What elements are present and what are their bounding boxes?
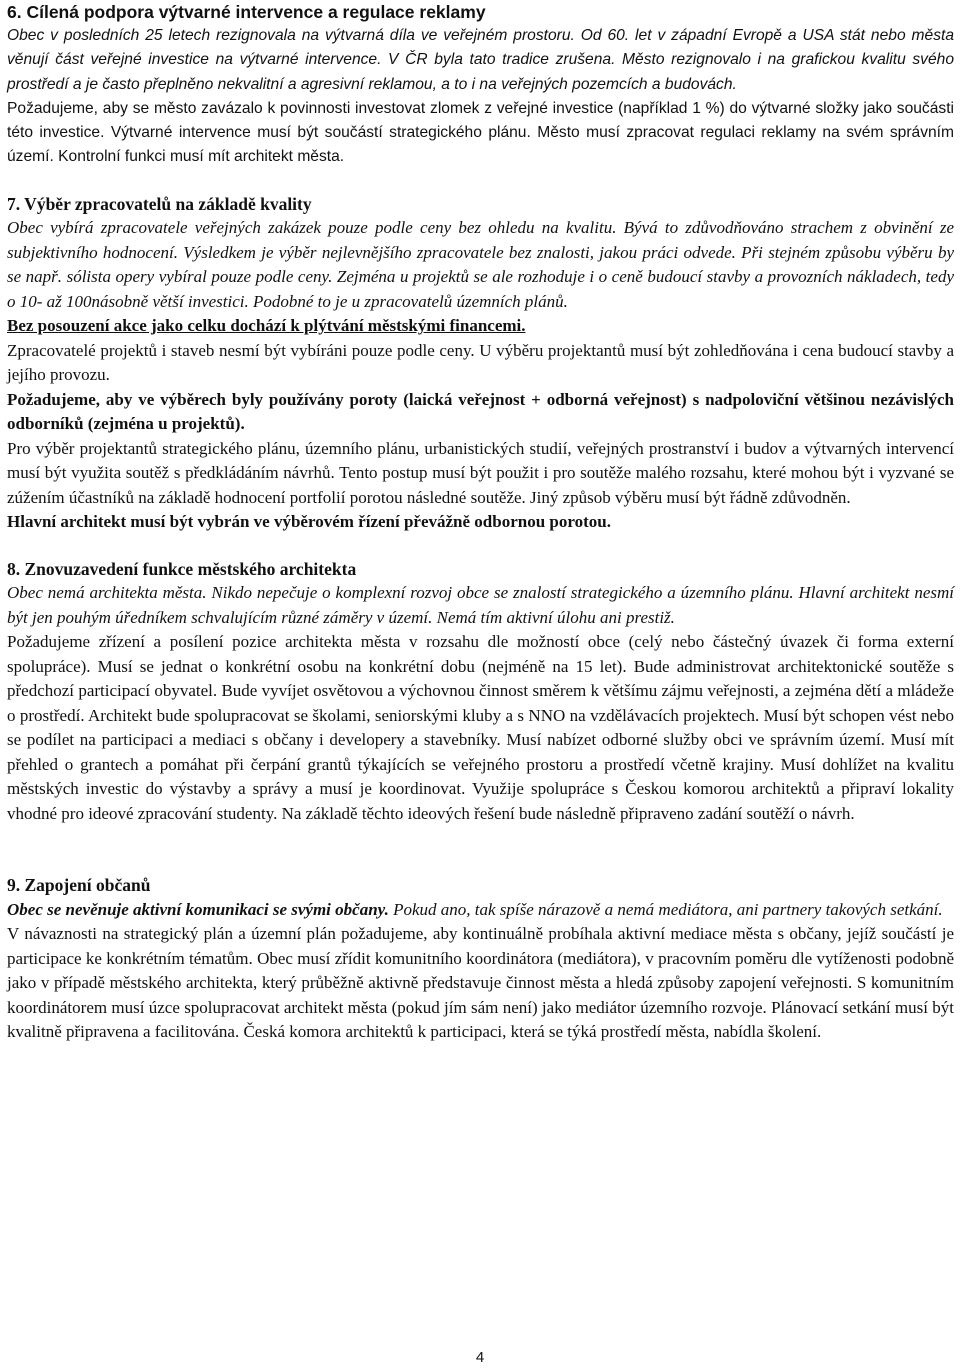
section-8-problem-paragraph: Obec nemá architekta města. Nikdo nepečuje o komplexní rozvoj obce se znalostí strategického a územního plánu. Hlavní architekt nesmí být jen pouhým úředníkem schvalujícím různé záměry v území. Nemá tím aktivní úlohu ani prestiž. <box>7 583 954 627</box>
section-9-heading: 9. Zapojení občanů <box>7 875 151 896</box>
section-6-problem-paragraph: Obec v posledních 25 letech rezignovala na výtvarná díla ve veřejném prostoru. Od 60. let v západní Evropě a USA stát nebo města věnují část veřejné investice na výtvarné intervence. V ČR byla tato tradice zrušena. Město rezignovalo i na grafickou kvalitu svého prostředí a je často přeplněno nekvalitní a agresivní reklamou, a to i na veřejných pozemcích a budovách. <box>7 27 954 93</box>
section-8-heading: 8. Znovuzavedení funkce městského architekta <box>7 558 357 579</box>
section-9 <box>7 873 954 1045</box>
section-7-demand-paragraph: Požadujeme, aby ve výběrech byly používány poroty (laická veřejnost + odborná veřejnost) s nadpoloviční většinou nezávislých odborníků (zejména u projektů). <box>7 389 954 434</box>
section-9-demand-paragraph: V návaznosti na strategický plán a územní plán požadujeme, aby kontinuálně probíhala aktivní mediace města s občany, jejíž součástí je participace ke konkrétním tématům. Obec musí zřídit komunitního koordinátora (mediátora), v pracovním poměru dle vytíženosti podobně jako v případě městského architekta, který průběžně aktivně představuje činnost města a hledá způsoby zapojení veřejnosti. S komunitním koordinátorem musí úzce spolupracovat architekt města (pokud jím sám není) jako mediátor územního rozvoje. Plánovací setkání musí být kvalitně připravena a facilitována. Česká komora architektů k participaci, která se týká prostředí města, nabídla školení. <box>7 924 954 1042</box>
section-9-problem-rest: Pokud ano, tak spíše nárazově a nemá mediátora, ani partnery takových setkání. <box>388 899 943 919</box>
section-7-requirement-paragraph: Zpracovatelé projektů i staveb nesmí být vybíráni pouze podle ceny. U výběru projektantů musí být zohledňována i cena budoucí stavby a jejího provozu. <box>7 340 954 385</box>
section-7-problem-paragraph: Obec vybírá zpracovatele veřejných zakázek pouze podle ceny bez ohledu na kvalitu. Bývá to zdůvodňováno strachem z obvinění ze subjektivního hodnocení. Výsledkem je výběr nejlevnějšího zpracovatele bez znalosti, jakou práci odvede. Při stejném způsobu výběru by se např. sólista opery vybíral pouze podle ceny. Zejména u projektů se ale rozhoduje i o ceně budoucí stavby a provozních nákladech, tedy o 10- až 100násobně větší investici. Podobné to je u zpracovatelů územních plánů. <box>7 218 954 311</box>
section-9-problem-lead: Obec se nevěnuje aktivní komunikaci se svými občany. <box>7 899 389 919</box>
section-6-demand-paragraph: Požadujeme, aby se město zavázalo k povinnosti investovat zlomek z veřejné investice (například 1 %) do výtvarné složky jako součásti této investice. Výtvarné intervence musí být součástí strategického plánu. Město musí zpracovat regulaci reklamy na svém správním území. Kontrolní funkci musí mít architekt města. <box>7 99 954 166</box>
section-8-demand-paragraph: Požadujeme zřízení a posílení pozice architekta města v rozsahu dle možností obce (celý nebo částečný úvazek či forma externí spolupráce). Musí se jednat o konkrétní osobu na konkrétní dobu (nejméně na 15 let). Bude administrovat architektonické soutěže s předchozí participací obyvatel. Bude vyvíjet osvětovou a výchovnou činnost směrem k většímu zájmu veřejnosti, a zejména dětí a mládeže o prostředí. Architekt bude spolupracovat se školami, seniorskými kluby a s NNO na vzdělávacích projektech. Musí být schopen vést nebo se podílet na participaci a mediaci s občany i developery a stavebníky. Musí nabízet odborné služby obci ve správním území. Musí mít přehled o grantech a pomáhat při čerpání grantů týkajících se veřejného prostoru a prostředí včetně krajiny. Musí dohlížet na kvalitu městských investic do výstavby a správy a musí je koordinovat. Využije spolupráce s Českou komorou architektů a připraví lokality vhodné pro ideové zpracování studenty. Na základě těchto ideových řešení bude následně připraveno zadání soutěží o návrh. <box>7 632 954 823</box>
section-7-competition-paragraph: Pro výběr projektantů strategického plánu, územního plánu, urbanistických studií, veřejných prostranství i budov a výtvarných intervencí musí být využita soutěž s předkládáním návrhů. Tento postup musí být použit i pro soutěže malého rozsahu, které mohou být i vyzvané se zúžením účastníků na základě hodnocení portfolií porotou následné soutěže. Jiný způsob výběru musí být řádně zdůvodněn. <box>7 438 954 507</box>
section-6-heading: 6. Cílená podpora výtvarné intervence a regulace reklamy <box>7 2 486 22</box>
section-7-heading: 7. Výběr zpracovatelů na základě kvality <box>7 193 312 214</box>
section-7-chief-architect-paragraph: Hlavní architekt musí být vybrán ve výběrovém řízení převážně odbornou porotou. <box>7 512 611 532</box>
section-8 <box>7 557 954 827</box>
section-6 <box>7 0 954 170</box>
section-7 <box>7 192 954 535</box>
page-number: 4 <box>475 1349 485 1366</box>
section-9-problem-paragraph <box>7 898 954 923</box>
section-7-warning: Bez posouzení akce jako celku dochází k plýtvání městskými financemi. <box>7 316 526 336</box>
